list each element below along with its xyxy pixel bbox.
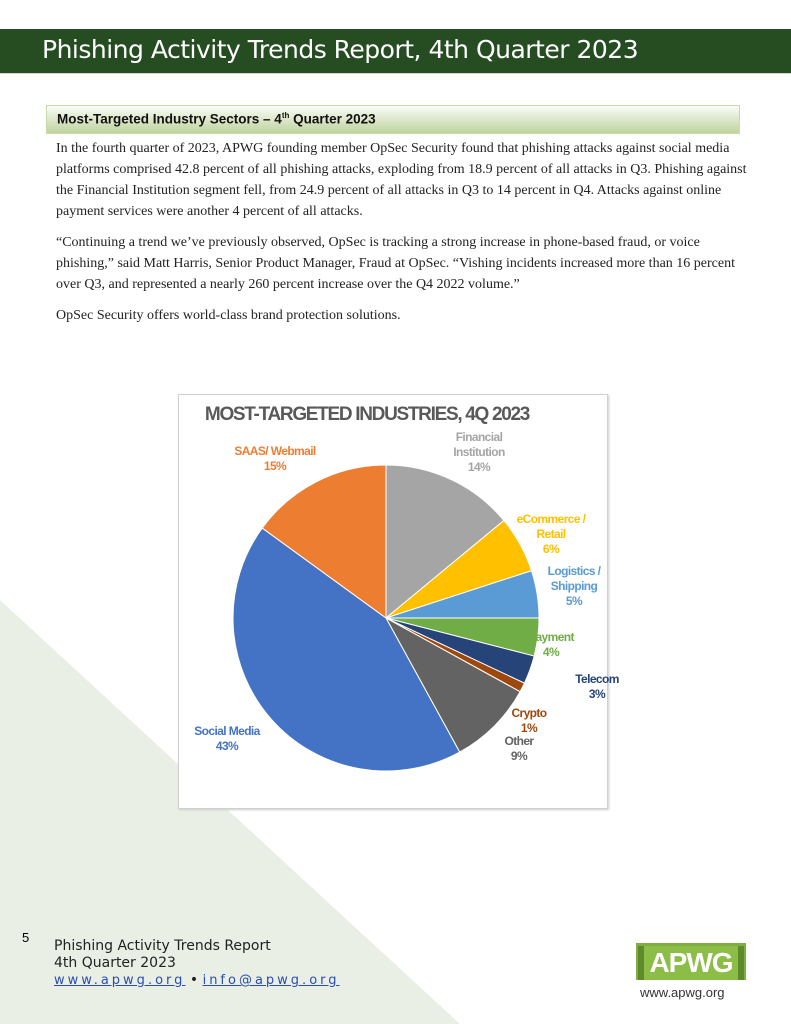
paragraph: In the fourth quarter of 2023, APWG founding member OpSec Security found that phishing attacks against social media platforms comprised 42.8 percent of all phishing attacks, exploding from 18.9 percent of all attacks in Q3. Phishing against the Financial Institution segment fell, from 24.9 percent of all attacks in Q3 to 14 percent in Q4. Attacks against online payment services were another 4 percent of all attacks. [56,141,747,219]
section-title-end: Quarter 2023 [289,111,376,127]
paragraph: OpSec Security offers world-class brand protection solutions. [56,308,401,323]
email-link[interactable]: info@apwg.org [202,973,340,988]
data-label: Telecom 3% [575,672,619,701]
data-label: Payment 4% [528,630,574,659]
footer-quarter: 4th Quarter 2023 [54,955,176,971]
page-number: 5 [22,930,30,945]
separator: • [185,972,203,988]
pie-chart [178,394,619,809]
page-title: Phishing Activity Trends Report, 4th Quarter 2023 [42,35,639,64]
website-link[interactable]: www.apwg.org [54,973,186,988]
data-label: eCommerce / Retail 6% [516,512,586,556]
chart-title: MOST-TARGETED INDUSTRIES, 4Q 2023 [204,404,530,425]
paragraph: “Continuing a trend we’ve previously observed, OpSec is tracking a strong increase in phone-based fraud, or voice phishing,” said Matt Harris, Senior Product Manager, Fraud at OpSec. “Vishing incidents increased more than 16 percent over Q3, and represented a nearly 260 percent increase over the Q4 2022 volume.” [56,235,735,292]
data-label: Financial Institution 14% [453,430,505,474]
data-label: SAAS/ Webmail 15% [234,444,316,473]
logo-text: APWG [638,946,744,980]
logo-url: www.apwg.org [640,985,725,1000]
data-label: Social Media 43% [194,724,260,753]
body-text [56,138,748,336]
section-title-sup: th [281,111,290,120]
section-title: Most-Targeted Industry Sectors – 4 [57,111,282,127]
apwg-logo [636,943,746,980]
footer-title: Phishing Activity Trends Report [54,938,271,954]
header-banner [0,29,791,74]
data-label: Logistics / Shipping 5% [547,564,601,608]
data-label: Crypto 1% [511,706,547,735]
data-label: Other 9% [504,734,534,763]
section-heading [46,105,740,134]
footer [54,938,340,989]
